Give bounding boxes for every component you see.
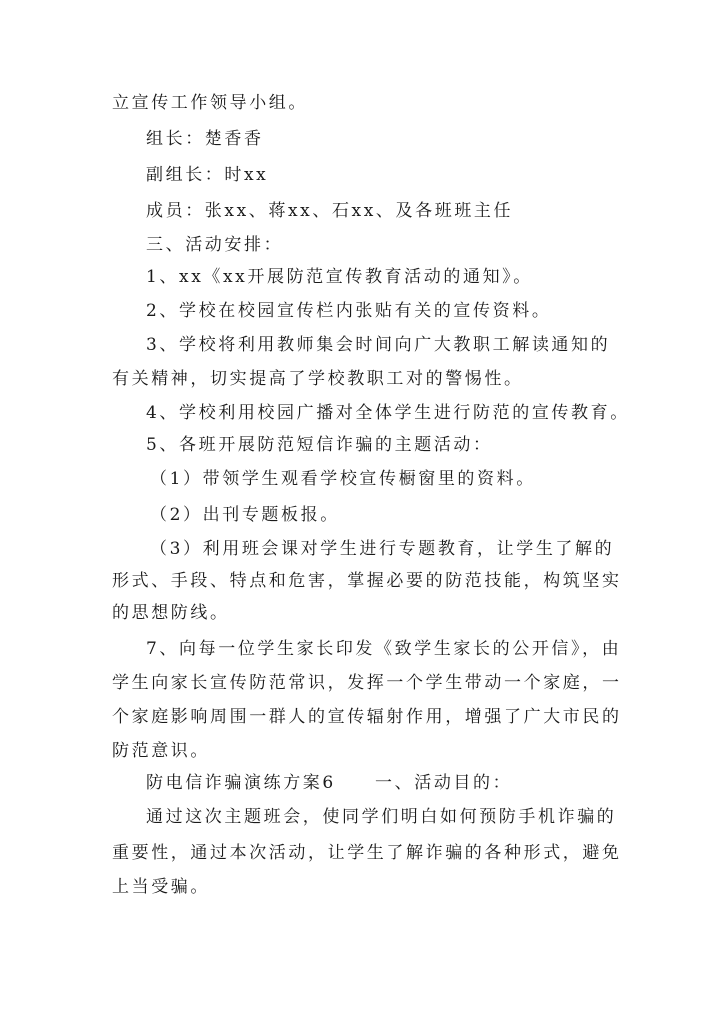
text-line: 立宣传工作领导小组。 xyxy=(112,93,308,113)
text-line: 1、xx《xx开展防范宣传教育活动的通知》。 xyxy=(146,267,533,287)
text-line: 重要性，通过本次活动，让学生了解诈骗的各种形式，避免 xyxy=(112,843,622,863)
text-line: 3、学校将利用教师集会时间向广大教职工解读通知的 xyxy=(146,335,611,355)
text-line: 5、各班开展防范短信诈骗的主题活动： xyxy=(146,435,493,455)
text-line: （1）带领学生观看学校宣传橱窗里的资料。 xyxy=(150,469,536,489)
text-line: 组长：楚香香 xyxy=(146,129,264,149)
section-heading: 三、活动安排： xyxy=(146,235,284,255)
text-line: 4、学校利用校园广播对全体学生进行防范的宣传教育。 xyxy=(146,403,630,423)
text-line: 上当受骗。 xyxy=(112,877,210,897)
text-line: 防范意识。 xyxy=(112,741,210,761)
text-line: 个家庭影响周围一群人的宣传辐射作用，增强了广大市民的 xyxy=(112,707,622,727)
text-line: 2、学校在校园宣传栏内张贴有关的宣传资料。 xyxy=(146,301,552,321)
text-line: （2）出刊专题板报。 xyxy=(150,505,340,525)
text-line: 成员：张xx、蒋xx、石xx、及各班班主任 xyxy=(146,201,514,221)
text-line: 形式、手段、特点和危害，掌握必要的防范技能，构筑坚实 xyxy=(112,571,622,591)
text-line: 副组长：时xx xyxy=(146,165,269,185)
text-line: （3）利用班会课对学生进行专题教育，让学生了解的 xyxy=(150,539,615,559)
text-line: 学生向家长宣传防范常识，发挥一个学生带动一个家庭，一 xyxy=(112,673,622,693)
text-line: 有关精神，切实提高了学校教职工对的警惕性。 xyxy=(112,369,524,389)
text-line: 的思想防线。 xyxy=(112,603,230,623)
text-line: 通过这次主题班会，使同学们明白如何预防手机诈骗的 xyxy=(146,807,617,827)
text-line: 7、向每一位学生家长印发《致学生家长的公开信》，由 xyxy=(146,639,622,659)
section-heading: 防电信诈骗演练方案6 一、活动目的： xyxy=(146,773,513,793)
